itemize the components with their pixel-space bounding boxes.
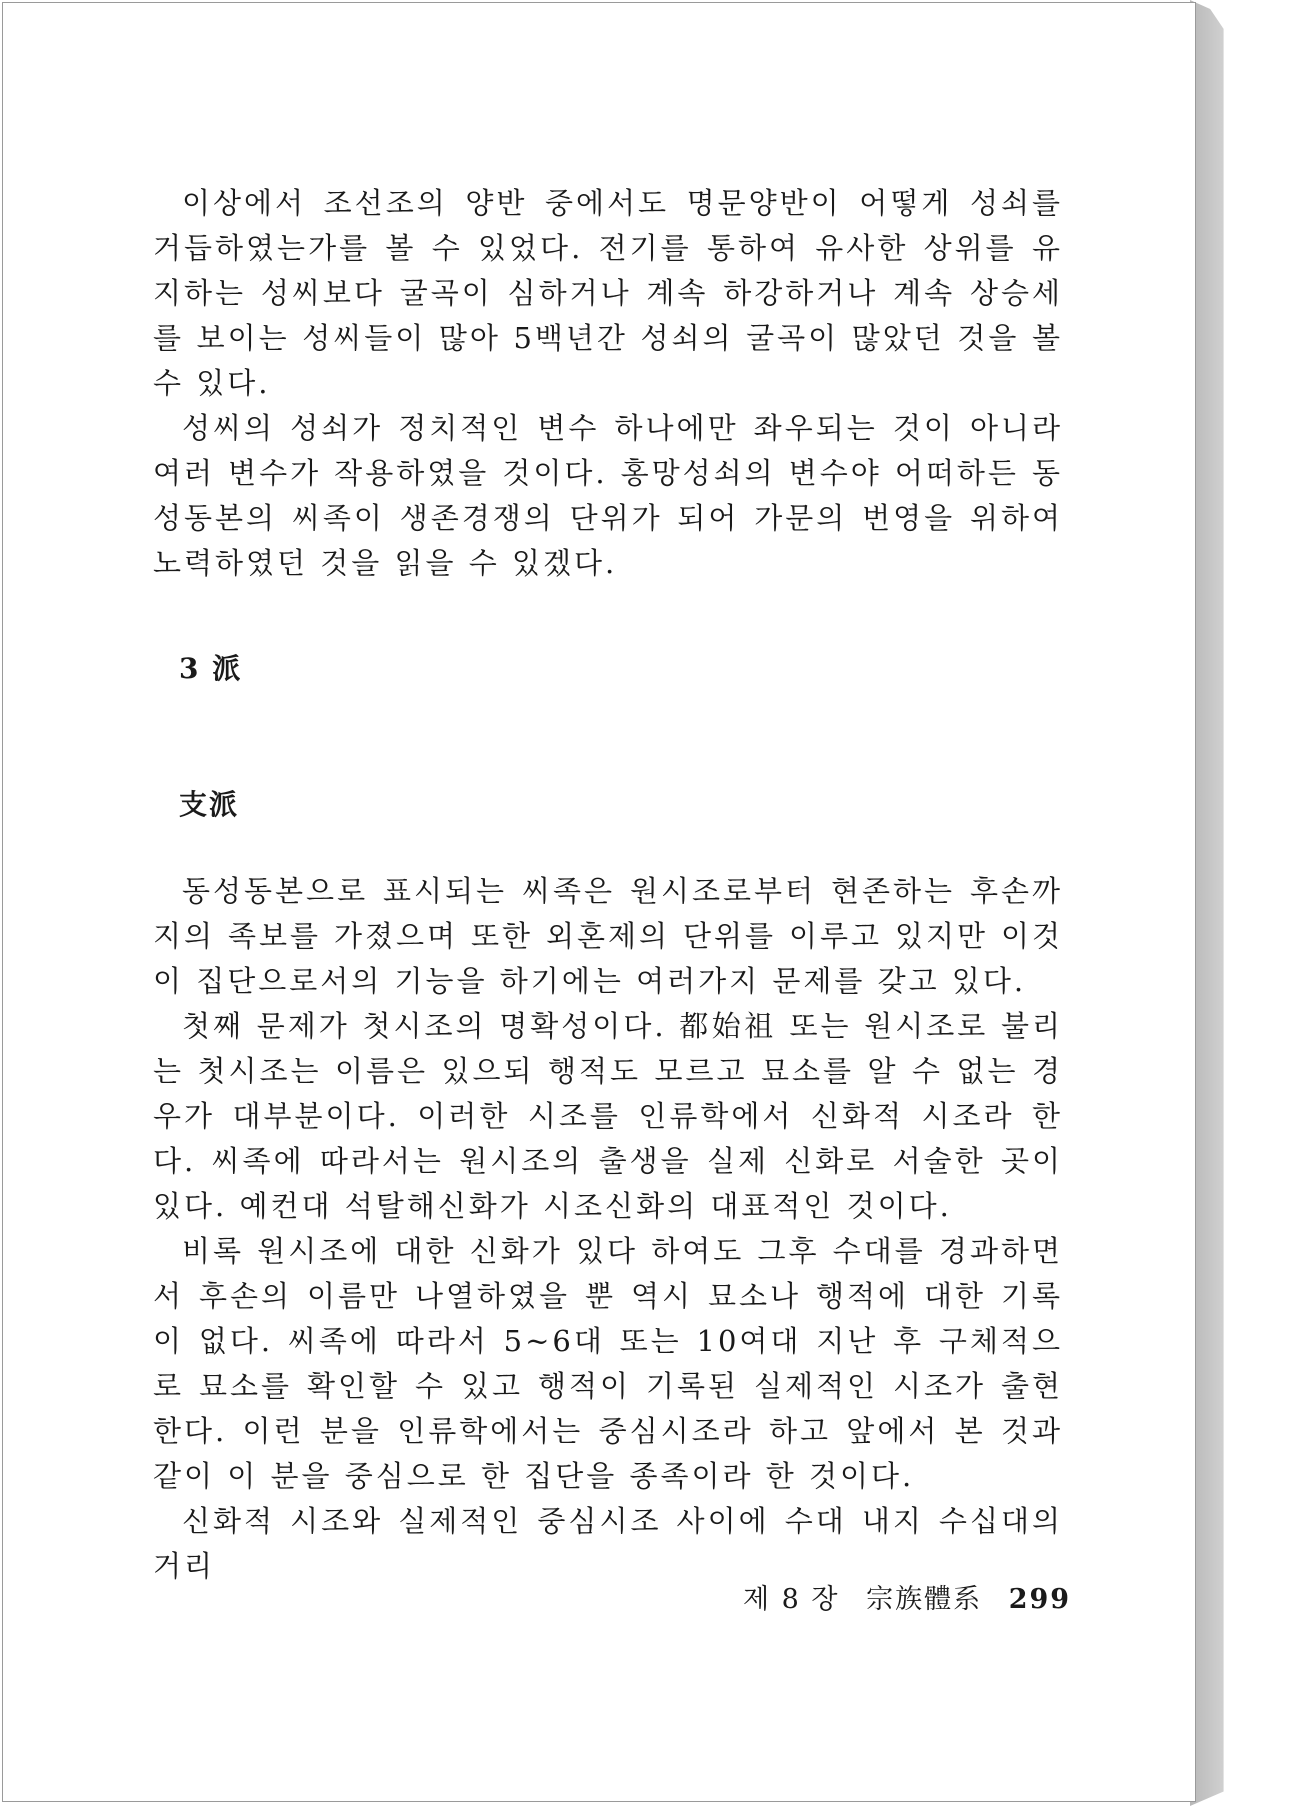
subsection-heading: 支派 — [179, 788, 240, 821]
paragraph: 이상에서 조선조의 양반 중에서도 명문양반이 어떻게 성쇠를 거듭하였는가를 볼 수 있었다. 전기를 통하여 유사한 상위를 유지하는 성씨보다 굴곡이 심하거나 계속 하강하거나 계속 상승세를 보이는 성씨들이 많아 5백년간 성쇠의 굴곡이 많았던 것을 볼 수 있다. — [153, 186, 1063, 400]
book-page — [2, 2, 1196, 1802]
paragraph: 신화적 시조와 실제적인 중심시조 사이에 수대 내지 수십대의 거리 — [153, 1504, 1063, 1583]
paragraph: 동성동본으로 표시되는 씨족은 원시조로부터 현존하는 후손까지의 족보를 가졌으며 또한 외혼제의 단위를 이루고 있지만 이것이 집단으로서의 기능을 하기에는 여러가지 문제를 갖고 있다. — [153, 874, 1063, 998]
paragraph: 첫째 문제가 첫시조의 명확성이다. 都始祖 또는 원시조로 불리는 첫시조는 이름은 있으되 행적도 모르고 묘소를 알 수 없는 경우가 대부분이다. 이러한 시조를 인류학에서 신화적 시조라 한다. 씨족에 따라서는 원시조의 출생을 실제 신화로 서술한 곳이 있다. 예컨대 석탈해신화가 시조신화의 대표적인 것이다. — [153, 1009, 1063, 1223]
paragraph: 비록 원시조에 대한 신화가 있다 하여도 그후 수대를 경과하면서 후손의 이름만 나열하였을 뿐 역시 묘소나 행적에 대한 기록이 없다. 씨족에 따라서 5~6대 또는 10여대 지난 후 구체적으로 묘소를 확인할 수 있고 행적이 기록된 실제적인 시조가 출현한다. 이런 분을 인류학에서는 중심시조라 하고 앞에서 본 것과 같이 이 분을 중심으로 한 집단을 종족이라 한 것이다. — [153, 1234, 1063, 1493]
bottom-text-block — [153, 869, 1063, 1589]
chapter-label: 제 8 장 — [743, 1584, 840, 1615]
section-heading: 3 派 — [179, 652, 243, 685]
book-page-edge — [1190, 0, 1302, 1806]
chapter-title: 宗族體系 — [866, 1584, 983, 1615]
page-number: 299 — [1008, 1584, 1072, 1615]
paragraph: 성씨의 성쇠가 정치적인 변수 하나에만 좌우되는 것이 아니라 여러 변수가 작용하였을 것이다. 홍망성쇠의 변수야 어떠하든 동성동본의 씨족이 생존경쟁의 단위가 되어 가문의 번영을 위하여 노력하였던 것을 읽을 수 있겠다. — [153, 411, 1063, 580]
running-footer — [743, 1577, 1071, 1616]
top-text-block — [153, 181, 1063, 586]
